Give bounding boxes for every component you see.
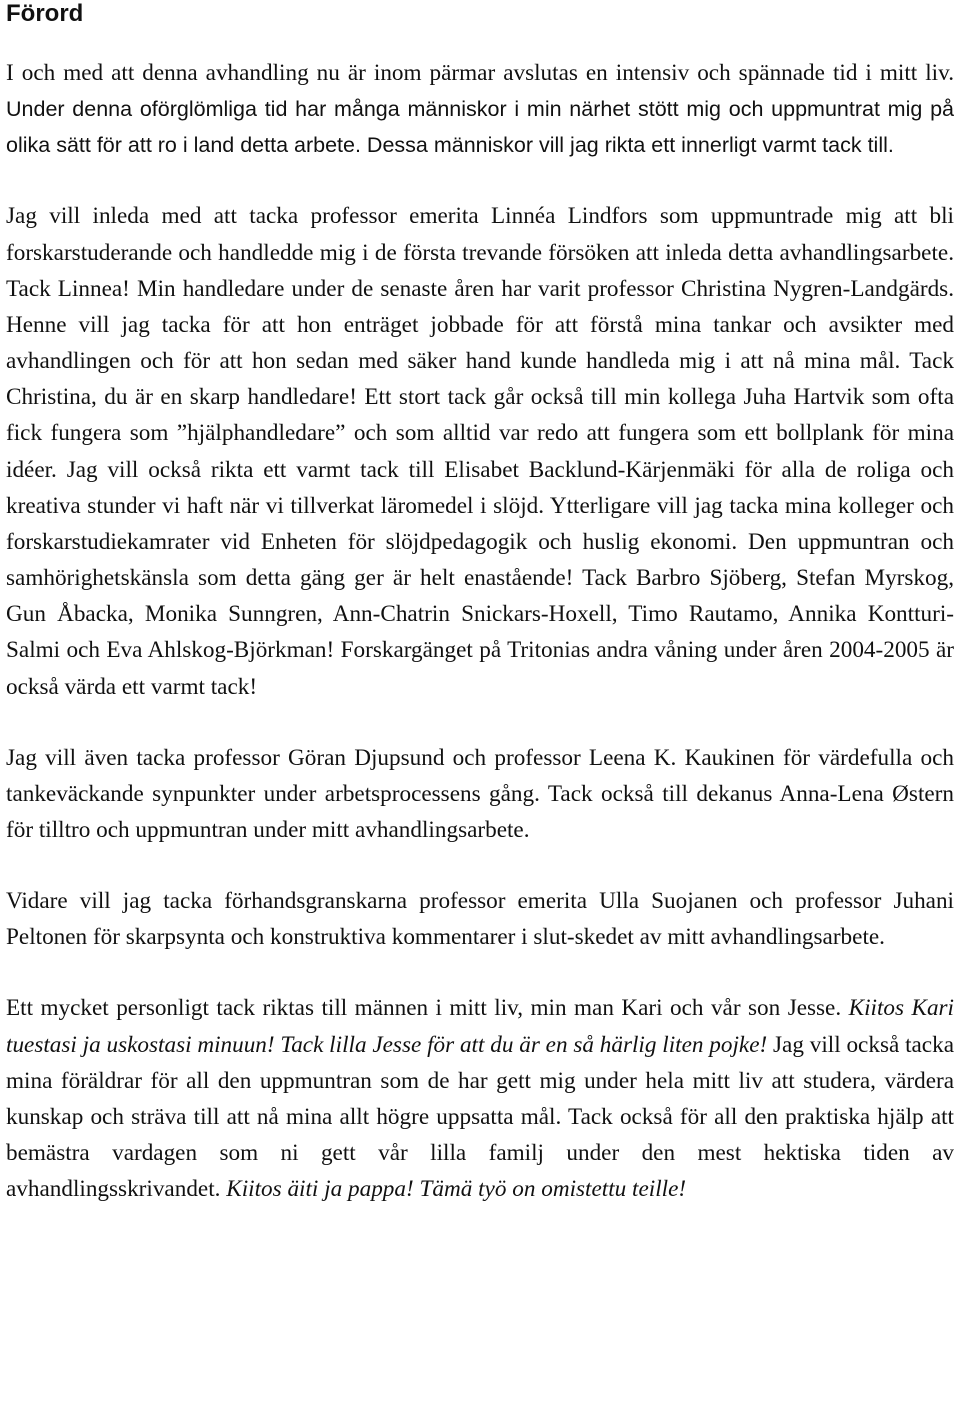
paragraph-pre-examiners: Vidare vill jag tacka förhandsgranskarna professor emerita Ulla Suojanen och professor Juhani Peltonen för skarpsynta och konstruktiva kommentarer i slut-skedet av mitt avhandlingsarbete.	[6, 888, 954, 951]
paragraph-intro-serif-text: I och med att denna avhandling nu är inom pärmar avslutas en intensiv och spännade tid i mitt liv.	[6, 60, 954, 86]
page-heading: Förord	[6, 0, 84, 27]
paragraph-professors: Jag vill även tacka professor Göran Djupsund och professor Leena K. Kaukinen för värdefulla och tankeväckande synpunkter under arbetsprocessens gång. Tack också till dekanus Anna-Lena Østern för tilltro och uppmuntran under mitt avhandlingsarbete.	[6, 744, 954, 843]
paragraph-supervisors: Jag vill inleda med att tacka professor emerita Linnéa Lindfors som uppmuntrade mig att bli forskarstuderande och handledde mig i de första trevande försöken att inleda detta avhandlingsarbete. Tack Linnea! Min handledare under de senaste åren har varit professor Christina Nygren-Landgärds. Henne vill jag tacka för att hon enträget jobbade för att förstå mina tankar och avsikter med avhandlingen och för att hon sedan med säker hand kunde handleda mig i att nå mina mål. Tack Christina, du är en skarp handledare! Ett stort tack går också till min kollega Juha Hartvik som ofta fick fungera som ”hjälphandledare” och som alltid var redo att fungera som ett bollplank för mina idéer. Jag vill också rikta ett varmt tack till Elisabet Backlund-Kärjenmäki för alla de roliga och kreativa stunder vi haft när vi tillverkat läromedel i slöjd. Ytterligare vill jag tacka mina kolleger och forskarstudiekamrater vid Enheten för slöjdpedagogik och huslig ekonomi. Den uppmuntran och samhörighetskänsla som detta gäng ger är helt enastående! Tack Barbro Sjöberg, Stefan Myrskog, Gun Åbacka, Monika Sunngren, Ann-Chatrin Snickars-Hoxell, Timo Rautamo, Annika Kontturi-Salmi och Eva Ahlskog-Björkman! Forskargänget på Tritonias andra våning under åren 2004-2005 är också värda ett varmt tack!	[6, 203, 954, 700]
paragraph-family	[6, 990, 954, 1207]
paragraph-intro-sans-text: Under denna oförglömliga tid har många människor i min närhet stött mig och uppmuntrat mig på olika sätt för att ro i land detta arbete. Dessa människor vill jag rikta ett innerligt varmt tack till.	[6, 97, 954, 158]
paragraph-family-text-2: Jag vill också tacka mina föräldrar för all den uppmuntran som de har gett mig under hela mitt liv att studera, värdera kunskap och sträva till att nå mina allt högre uppsatta mål. Tack också för all den praktiska hjälp att bemästra vardagen som ni gett vår lilla familj under den mest hektiska tiden av avhandlingsskrivandet.	[6, 1031, 954, 1203]
paragraph-intro	[6, 55, 954, 163]
paragraph-family-italic-2: Kiitos äiti ja pappa! Tämä työ on omistettu teille!	[226, 1176, 687, 1203]
paragraph-family-italic-1: Kiitos Kari tuestasi ja uskostasi minuun! Tack lilla Jesse för att du är en så härlig liten pojke!	[6, 995, 955, 1058]
paragraph-family-text-1: Ett mycket personligt tack riktas till männen i mitt liv, min man Kari och vår son Jesse.	[6, 995, 849, 1022]
